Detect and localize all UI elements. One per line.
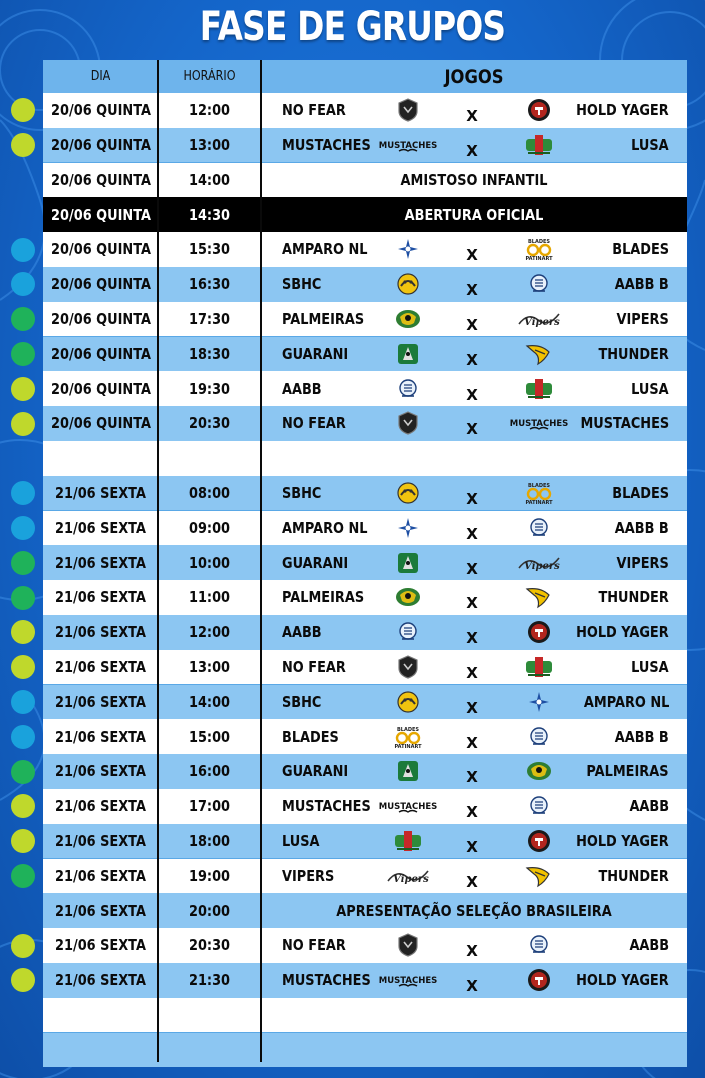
versus-label: X [466, 664, 478, 683]
home-team: GUARANI [282, 344, 349, 363]
group-dot-green [11, 586, 35, 610]
guarani-icon [394, 754, 422, 789]
sbhc-icon [394, 685, 422, 720]
cell-jogos [261, 893, 687, 928]
home-team: SBHC [282, 692, 322, 711]
versus-label: X [466, 420, 478, 439]
cell-dia: 21/06 SEXTA [55, 901, 146, 920]
cell-jogos [261, 128, 687, 163]
away-team: THUNDER [598, 866, 669, 885]
table-row [43, 511, 687, 546]
mustaches-icon [378, 963, 438, 998]
table-row [43, 128, 687, 163]
cell-dia: 20/06 QUINTA [51, 240, 151, 259]
table-row [43, 476, 687, 511]
page-title: FASE DE GRUPOS [199, 4, 506, 50]
table-row [43, 580, 687, 615]
group-dot-lime [11, 133, 35, 157]
divider-horario [260, 60, 262, 1062]
vipers-icon [524, 545, 560, 580]
home-team: NO FEAR [282, 101, 346, 120]
group-dot-lime [11, 934, 35, 958]
cell-dia: 21/06 SEXTA [55, 518, 146, 537]
versus-label: X [466, 350, 478, 369]
schedule-table [43, 60, 687, 1062]
home-team: VIPERS [282, 866, 335, 885]
home-team: AMPARO NL [282, 240, 368, 259]
home-team: GUARANI [282, 553, 349, 572]
home-team: PALMEIRAS [282, 310, 365, 329]
cell-horario: 19:30 [188, 379, 231, 398]
cell-horario: 17:00 [188, 797, 231, 816]
versus-label: X [466, 768, 478, 787]
table-row [43, 545, 687, 580]
home-team: LUSA [282, 832, 320, 851]
home-team: MUSTACHES [282, 797, 371, 816]
holdyager-icon [525, 963, 553, 998]
table-row [43, 197, 687, 232]
blank-row [43, 441, 687, 476]
cell-horario: 16:30 [188, 275, 231, 294]
header-jogos: JOGOS [444, 65, 504, 88]
svg-text:BLADES: BLADES [527, 483, 551, 490]
versus-label: X [466, 594, 478, 613]
svg-text:Vipers: Vipers [393, 873, 429, 885]
home-team: NO FEAR [282, 658, 346, 677]
sbhc-icon [394, 267, 422, 302]
cell-dia: 20/06 QUINTA [51, 170, 151, 189]
versus-label: X [466, 559, 478, 578]
nofear-icon [394, 406, 422, 441]
cell-jogos [261, 197, 687, 232]
cell-jogos [261, 371, 687, 406]
cell-dia: 21/06 SEXTA [55, 588, 146, 607]
event-label: ABERTURA OFICIAL [404, 205, 544, 224]
nofear-icon [394, 650, 422, 685]
cell-horario: 15:00 [188, 727, 231, 746]
home-team: AMPARO NL [282, 518, 368, 537]
versus-label: X [466, 246, 478, 265]
versus-label: X [466, 872, 478, 891]
svg-text:MUSTACHES: MUSTACHES [378, 802, 438, 813]
aabb-icon [525, 267, 553, 302]
cell-dia: 21/06 SEXTA [55, 797, 146, 816]
mustaches-icon [378, 789, 438, 824]
cell-jogos [261, 441, 687, 476]
away-team: AABB B [615, 518, 669, 537]
cell-horario: 13:00 [188, 136, 231, 155]
mustaches-icon [509, 406, 569, 441]
cell-horario: 14:30 [188, 205, 231, 224]
group-dot-cyan [11, 725, 35, 749]
versus-label: X [466, 107, 478, 126]
away-team: THUNDER [598, 344, 669, 363]
table-row [43, 789, 687, 824]
amparo-icon [394, 232, 422, 267]
blades-icon [394, 719, 422, 754]
away-team: AABB [629, 797, 669, 816]
cell-horario: 18:00 [188, 832, 231, 851]
vipers-icon [524, 302, 560, 337]
amparo-icon [394, 511, 422, 546]
blank-row [43, 1033, 687, 1068]
group-dot-cyan [11, 238, 35, 262]
cell-dia: 21/06 SEXTA [55, 866, 146, 885]
group-dot-cyan [11, 690, 35, 714]
aabb-icon [525, 511, 553, 546]
cell-jogos [261, 859, 687, 894]
home-team: BLADES [282, 727, 339, 746]
cell-dia: 21/06 SEXTA [55, 623, 146, 642]
table-row [43, 302, 687, 337]
cell-horario: 20:30 [188, 936, 231, 955]
versus-label: X [466, 629, 478, 648]
cell-horario: 13:00 [188, 658, 231, 677]
cell-horario: 20:30 [188, 414, 231, 433]
home-team: AABB [282, 379, 322, 398]
table-row [43, 232, 687, 267]
cell-dia: 21/06 SEXTA [55, 762, 146, 781]
svg-text:PATINART: PATINART [394, 743, 422, 750]
group-dot-lime [11, 968, 35, 992]
cell-horario: 20:00 [188, 901, 231, 920]
cell-dia: 21/06 SEXTA [55, 692, 146, 711]
sbhc-icon [394, 476, 422, 511]
cell-horario: 16:00 [188, 762, 231, 781]
cell-jogos [261, 824, 687, 859]
versus-label: X [466, 977, 478, 996]
cell-horario: 12:00 [188, 623, 231, 642]
svg-text:BLADES: BLADES [527, 239, 551, 246]
table-header [43, 60, 687, 93]
divider-dia [157, 60, 159, 1062]
svg-text:MUSTACHES: MUSTACHES [378, 141, 438, 152]
cell-dia: 21/06 SEXTA [55, 484, 146, 503]
svg-text:MUSTACHES: MUSTACHES [378, 976, 438, 987]
away-team: HOLD YAGER [576, 101, 669, 120]
group-dot-lime [11, 829, 35, 853]
aabb-icon [525, 928, 553, 963]
cell-jogos [261, 163, 687, 198]
table-row [43, 719, 687, 754]
thunder-icon [525, 580, 553, 615]
cell-dia: 20/06 QUINTA [51, 344, 151, 363]
table-row [43, 267, 687, 302]
home-team: MUSTACHES [282, 136, 371, 155]
away-team: MUSTACHES [580, 414, 669, 433]
cell-horario: 14:00 [188, 692, 231, 711]
table-row [43, 615, 687, 650]
cell-horario: 11:00 [188, 588, 231, 607]
svg-text:BLADES: BLADES [396, 726, 420, 733]
table-row [43, 650, 687, 685]
cell-dia: 21/06 SEXTA [55, 727, 146, 746]
cell-horario: 08:00 [188, 484, 231, 503]
header-horario: HORÁRIO [183, 69, 236, 84]
versus-label: X [466, 281, 478, 300]
away-team: AABB B [615, 275, 669, 294]
away-team: AMPARO NL [583, 692, 669, 711]
lusa-icon [525, 128, 553, 163]
svg-text:MUSTACHES: MUSTACHES [509, 419, 569, 430]
home-team: GUARANI [282, 762, 349, 781]
away-team: VIPERS [616, 553, 669, 572]
cell-jogos [261, 406, 687, 441]
versus-label: X [466, 942, 478, 961]
nofear-icon [394, 928, 422, 963]
blades-icon [525, 476, 553, 511]
home-team: AABB [282, 623, 322, 642]
group-dot-lime [11, 620, 35, 644]
aabb-icon [525, 789, 553, 824]
away-team: LUSA [631, 379, 669, 398]
away-team: BLADES [612, 240, 669, 259]
away-team: VIPERS [616, 310, 669, 329]
group-dot-green [11, 551, 35, 575]
cell-horario: 10:00 [188, 553, 231, 572]
cell-dia: 20/06 QUINTA [51, 414, 151, 433]
table-row [43, 163, 687, 198]
cell-dia: 21/06 SEXTA [55, 971, 146, 990]
palmeiras-icon [394, 580, 422, 615]
blank-row [43, 998, 687, 1033]
away-team: HOLD YAGER [576, 623, 669, 642]
table-row [43, 824, 687, 859]
versus-label: X [466, 385, 478, 404]
cell-jogos [261, 232, 687, 267]
table-row [43, 859, 687, 894]
nofear-icon [394, 93, 422, 128]
away-team: HOLD YAGER [576, 832, 669, 851]
table-row [43, 337, 687, 372]
home-team: PALMEIRAS [282, 588, 365, 607]
cell-dia: 21/06 SEXTA [55, 658, 146, 677]
away-team: HOLD YAGER [576, 971, 669, 990]
cell-jogos [261, 754, 687, 789]
thunder-icon [525, 337, 553, 372]
aabb-icon [525, 719, 553, 754]
aabb-icon [394, 371, 422, 406]
group-dot-lime [11, 655, 35, 679]
away-team: AABB [629, 936, 669, 955]
away-team: PALMEIRAS [586, 762, 669, 781]
thunder-icon [525, 859, 553, 894]
table-row [43, 406, 687, 441]
cell-dia: 20/06 QUINTA [51, 101, 151, 120]
versus-label: X [466, 803, 478, 822]
cell-jogos [261, 1033, 687, 1068]
away-team: LUSA [631, 658, 669, 677]
cell-jogos [261, 789, 687, 824]
group-dot-lime [11, 98, 35, 122]
mustaches-icon [378, 128, 438, 163]
svg-text:Vipers: Vipers [524, 560, 560, 572]
home-team: SBHC [282, 275, 322, 294]
header-dia: DIA [90, 69, 111, 84]
holdyager-icon [525, 824, 553, 859]
cell-dia: 20/06 QUINTA [51, 379, 151, 398]
table-row [43, 685, 687, 720]
holdyager-icon [525, 615, 553, 650]
cell-dia: 21/06 SEXTA [55, 936, 146, 955]
group-dot-green [11, 864, 35, 888]
lusa-icon [525, 650, 553, 685]
group-dot-green [11, 342, 35, 366]
svg-text:PATINART: PATINART [525, 256, 553, 263]
table-row [43, 928, 687, 963]
group-dot-cyan [11, 481, 35, 505]
table-row [43, 371, 687, 406]
home-team: NO FEAR [282, 936, 346, 955]
group-dot-lime [11, 412, 35, 436]
cell-jogos [261, 719, 687, 754]
table-row [43, 893, 687, 928]
cell-jogos [261, 963, 687, 998]
cell-dia: 20/06 QUINTA [51, 136, 151, 155]
blades-icon [525, 232, 553, 267]
cell-jogos [261, 302, 687, 337]
guarani-icon [394, 545, 422, 580]
group-dot-cyan [11, 272, 35, 296]
cell-dia: 20/06 QUINTA [51, 205, 151, 224]
group-dot-green [11, 760, 35, 784]
palmeiras-icon [525, 754, 553, 789]
cell-jogos [261, 93, 687, 128]
cell-jogos [261, 511, 687, 546]
palmeiras-icon [394, 302, 422, 337]
cell-dia: 21/06 SEXTA [55, 832, 146, 851]
group-dot-lime [11, 377, 35, 401]
event-label: APRESENTAÇÃO SELEÇÃO BRASILEIRA [336, 901, 612, 920]
cell-jogos [261, 580, 687, 615]
cell-jogos [261, 615, 687, 650]
versus-label: X [466, 524, 478, 543]
table-row [43, 754, 687, 789]
cell-jogos [261, 685, 687, 720]
cell-horario: 18:30 [188, 344, 231, 363]
cell-dia: 21/06 SEXTA [55, 553, 146, 572]
away-team: BLADES [612, 484, 669, 503]
cell-jogos [261, 545, 687, 580]
vipers-icon [393, 859, 429, 894]
cell-dia: 20/06 QUINTA [51, 310, 151, 329]
home-team: NO FEAR [282, 414, 346, 433]
away-team: LUSA [631, 136, 669, 155]
versus-label: X [466, 316, 478, 335]
cell-horario: 12:00 [188, 101, 231, 120]
cell-horario: 09:00 [188, 518, 231, 537]
cell-dia: 20/06 QUINTA [51, 275, 151, 294]
cell-jogos [261, 337, 687, 372]
cell-horario: 14:00 [188, 170, 231, 189]
table-row [43, 963, 687, 998]
cell-horario: 19:00 [188, 866, 231, 885]
away-team: THUNDER [598, 588, 669, 607]
cell-jogos [261, 928, 687, 963]
cell-jogos [261, 998, 687, 1033]
cell-horario: 15:30 [188, 240, 231, 259]
cell-horario: 17:30 [188, 310, 231, 329]
svg-text:Vipers: Vipers [524, 317, 560, 329]
versus-label: X [466, 698, 478, 717]
versus-label: X [466, 838, 478, 857]
guarani-icon [394, 337, 422, 372]
away-team: AABB B [615, 727, 669, 746]
group-dot-cyan [11, 516, 35, 540]
group-dot-lime [11, 794, 35, 818]
group-dot-green [11, 307, 35, 331]
lusa-icon [394, 824, 422, 859]
aabb-icon [394, 615, 422, 650]
holdyager-icon [525, 93, 553, 128]
table-row [43, 93, 687, 128]
cell-horario: 21:30 [188, 971, 231, 990]
event-label: AMISTOSO INFANTIL [400, 170, 548, 189]
svg-text:PATINART: PATINART [525, 500, 553, 507]
versus-label: X [466, 490, 478, 509]
cell-jogos [261, 650, 687, 685]
cell-jogos [261, 476, 687, 511]
home-team: SBHC [282, 484, 322, 503]
cell-jogos [261, 267, 687, 302]
home-team: MUSTACHES [282, 971, 371, 990]
amparo-icon [525, 685, 553, 720]
versus-label: X [466, 733, 478, 752]
versus-label: X [466, 142, 478, 161]
lusa-icon [525, 371, 553, 406]
